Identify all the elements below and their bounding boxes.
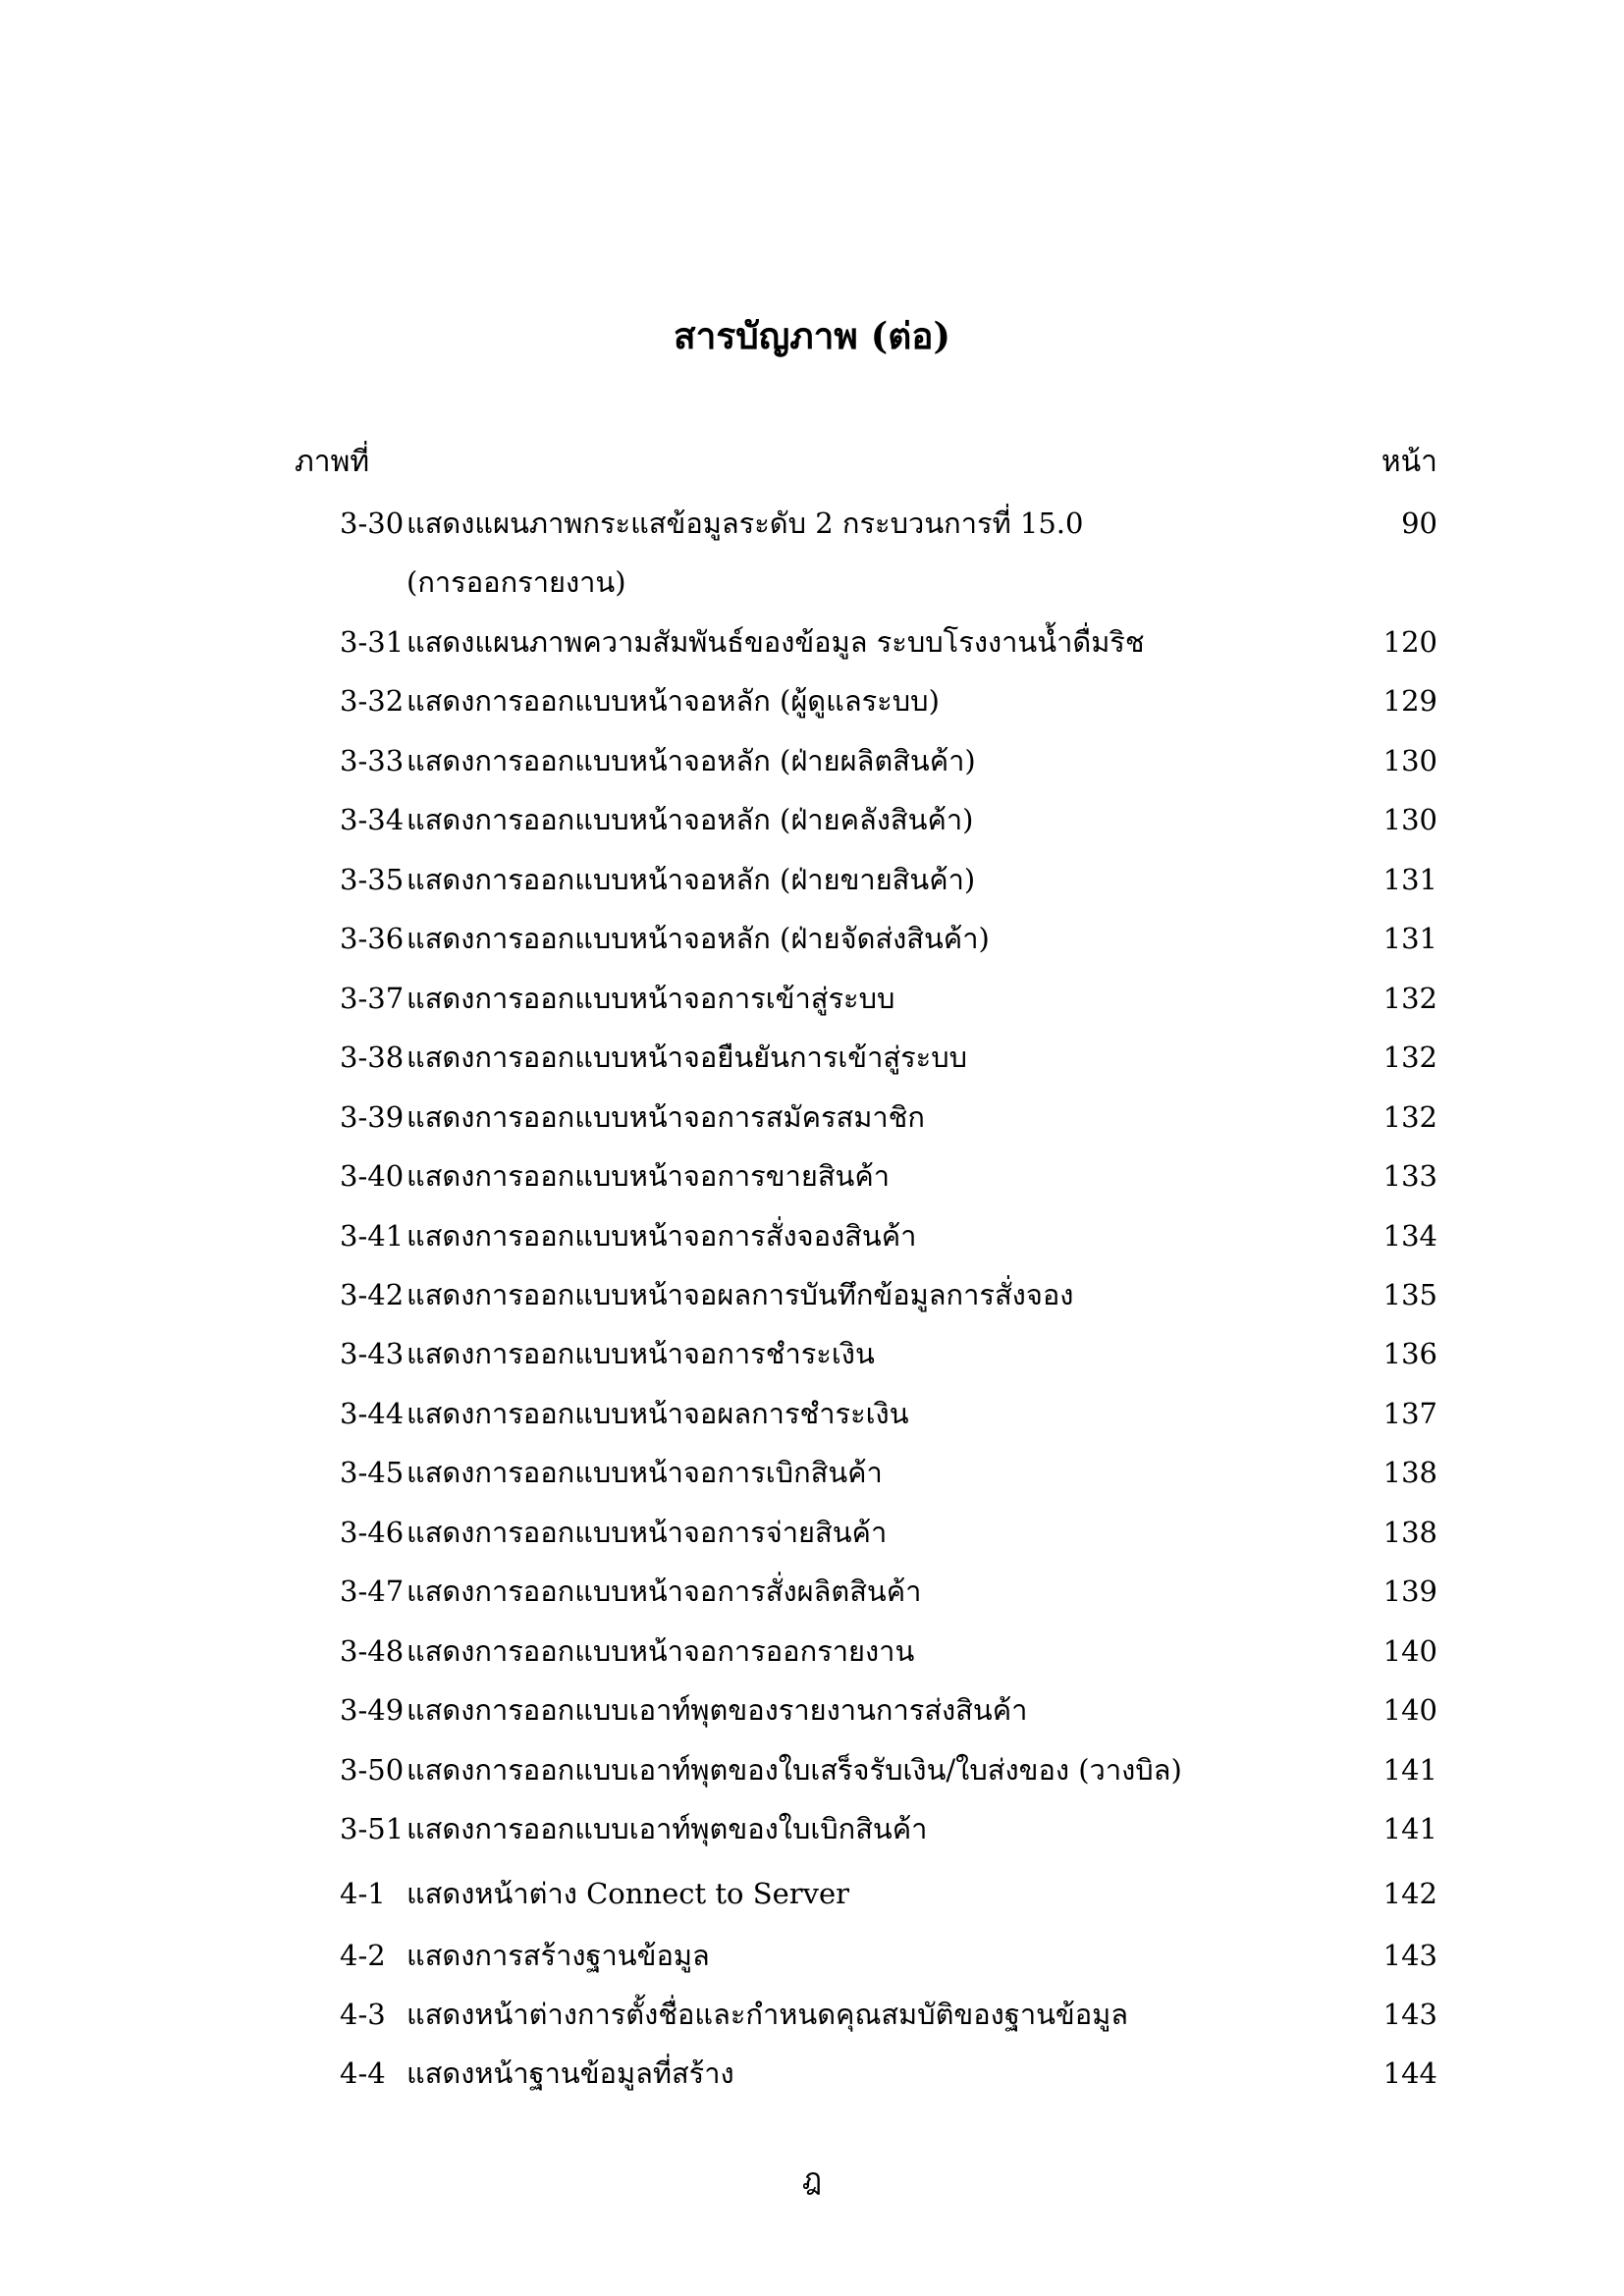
figure-number: 3-38 <box>340 1041 405 1074</box>
toc-entry <box>340 1093 1437 1142</box>
toc-entry <box>340 1685 1437 1735</box>
figure-page: 134 <box>1382 1219 1437 1253</box>
figure-number: 3-34 <box>340 803 405 836</box>
toc-entry <box>340 1931 1437 1980</box>
figure-caption: แสดงการออกแบบหน้าจอยืนยันการเข้าสู่ระบบ <box>406 1041 968 1074</box>
figure-page: 141 <box>1382 1812 1437 1845</box>
figure-caption: แสดงการออกแบบหน้าจอหลัก (ผู้ดูแลระบบ) <box>406 684 940 718</box>
figure-caption: แสดงการสร้างฐานข้อมูล <box>406 1939 710 1972</box>
figure-number: 3-49 <box>340 1693 405 1727</box>
figure-page: 137 <box>1382 1397 1437 1430</box>
toc-entry <box>340 1745 1437 1794</box>
toc-entry <box>340 795 1437 844</box>
toc-entry <box>340 617 1437 667</box>
figure-number: 3-35 <box>340 863 405 896</box>
figure-page: 136 <box>1382 1337 1437 1370</box>
toc-entry <box>340 974 1437 1023</box>
figure-number: 3-33 <box>340 744 405 777</box>
figure-page: 141 <box>1382 1753 1437 1787</box>
figure-caption: แสดงการออกแบบหน้าจอการจ่ายสินค้า <box>406 1516 888 1549</box>
figure-page: 138 <box>1382 1456 1437 1489</box>
figure-page: 139 <box>1382 1575 1437 1608</box>
figure-number: 3-43 <box>340 1337 405 1370</box>
figure-number: 4-2 <box>340 1939 386 1972</box>
figure-page: 138 <box>1382 1516 1437 1549</box>
figure-number: 3-46 <box>340 1516 405 1549</box>
figure-number: 3-50 <box>340 1753 405 1787</box>
page-title: สารบัญภาพ (ต่อ) <box>674 314 950 357</box>
toc-entry <box>340 1329 1437 1378</box>
figure-page: 132 <box>1382 1041 1437 1074</box>
figure-page: 131 <box>1382 863 1437 896</box>
figure-number: 3-36 <box>340 922 405 955</box>
toc-entry <box>340 1033 1437 1082</box>
figure-page: 120 <box>1382 625 1437 659</box>
figure-page: 133 <box>1382 1159 1437 1193</box>
figure-caption: แสดงการออกแบบหน้าจอการชำระเงิน <box>406 1337 875 1370</box>
figure-number: 3-45 <box>340 1456 405 1489</box>
figure-page: 144 <box>1382 2056 1437 2090</box>
figure-caption: แสดงการออกแบบหน้าจอการสมัครสมาชิก <box>406 1100 925 1134</box>
toc-entry <box>340 855 1437 904</box>
toc-entry <box>340 1508 1437 1557</box>
figure-caption: แสดงการออกแบบหน้าจอผลการบันทึกข้อมูลการสั่งจอง <box>406 1278 1074 1311</box>
figure-page: 90 <box>1401 507 1437 540</box>
figure-caption: แสดงหน้าฐานข้อมูลที่สร้าง <box>406 2056 734 2090</box>
figure-page: 140 <box>1382 1693 1437 1727</box>
figure-caption: แสดงการออกแบบหน้าจอการเข้าสู่ระบบ <box>406 982 895 1015</box>
figure-number: 3-48 <box>340 1634 405 1668</box>
figure-page: 132 <box>1382 982 1437 1015</box>
figure-caption: แสดงการออกแบบหน้าจอการสั่งจองสินค้า <box>406 1219 917 1253</box>
figure-caption: แสดงการออกแบบหน้าจอการออกรายงาน <box>406 1634 915 1668</box>
figure-number: 3-47 <box>340 1575 405 1608</box>
toc-entry <box>340 1567 1437 1616</box>
toc-entry <box>340 1990 1437 2039</box>
figure-number: 4-3 <box>340 1998 386 2031</box>
figure-caption: แสดงหน้าต่าง Connect to Server <box>406 1877 850 1910</box>
toc-entry <box>340 499 1437 599</box>
figure-number: 3-31 <box>340 625 405 659</box>
figure-caption: แสดงการออกแบบเอาท์พุตของใบเสร็จรับเงิน/ใบส่งของ (วางบิล) <box>406 1753 1182 1787</box>
figure-caption: แสดงการออกแบบเอาท์พุตของใบเบิกสินค้า <box>406 1812 928 1845</box>
figure-page: 131 <box>1382 922 1437 955</box>
page-number: ฎ <box>801 2163 823 2197</box>
figure-number: 3-51 <box>340 1812 405 1845</box>
figure-number: 4-4 <box>340 2056 386 2090</box>
figure-page: 143 <box>1382 1939 1437 1972</box>
toc-entry <box>340 914 1437 963</box>
figure-caption: แสดงการออกแบบหน้าจอหลัก (ฝ่ายจัดส่งสินค้า) <box>406 922 990 955</box>
figure-caption: แสดงการออกแบบหน้าจอการเบิกสินค้า <box>406 1456 883 1489</box>
figure-caption: แสดงแผนภาพความสัมพันธ์ของข้อมูล ระบบโรงงานน้ำดื่มริช <box>406 625 1145 659</box>
figure-caption: แสดงการออกแบบหน้าจอผลการชำระเงิน <box>406 1397 909 1430</box>
figure-caption: แสดงแผนภาพกระแสข้อมูลระดับ 2 กระบวนการที่ 15.0 <box>406 507 1084 540</box>
figure-caption: แสดงการออกแบบหน้าจอหลัก (ฝ่ายขายสินค้า) <box>406 863 976 896</box>
figure-page: 129 <box>1382 684 1437 718</box>
toc-entry <box>340 1869 1437 1918</box>
figure-number: 3-44 <box>340 1397 405 1430</box>
toc-entry <box>340 1151 1437 1201</box>
toc-entry <box>340 1627 1437 1676</box>
figure-page: 132 <box>1382 1100 1437 1134</box>
figure-page: 140 <box>1382 1634 1437 1668</box>
toc-entry <box>340 1448 1437 1497</box>
column-label-page: หน้า <box>1380 445 1437 479</box>
figure-caption: แสดงการออกแบบหน้าจอหลัก (ฝ่ายคลังสินค้า) <box>406 803 974 836</box>
figure-number: 3-42 <box>340 1278 405 1311</box>
figure-number: 3-30 <box>340 507 405 540</box>
toc-entry <box>340 1804 1437 1853</box>
column-label-figure: ภาพที่ <box>295 445 370 479</box>
figure-number: 4-1 <box>340 1877 386 1910</box>
toc-entry <box>340 1389 1437 1438</box>
figure-page: 143 <box>1382 1998 1437 2031</box>
figure-caption: แสดงหน้าต่างการตั้งชื่อและกำหนดคุณสมบัติของฐานข้อมูล <box>406 1998 1129 2031</box>
figure-caption: แสดงการออกแบบเอาท์พุตของรายงานการส่งสินค้า <box>406 1693 1028 1727</box>
toc-entry <box>340 1270 1437 1319</box>
figure-caption: แสดงการออกแบบหน้าจอการขายสินค้า <box>406 1159 891 1193</box>
toc-entry <box>340 736 1437 785</box>
figure-number: 3-41 <box>340 1219 405 1253</box>
figure-page: 130 <box>1382 744 1437 777</box>
toc-entry <box>340 1211 1437 1260</box>
figure-number: 3-39 <box>340 1100 405 1134</box>
figure-number: 3-37 <box>340 982 405 1015</box>
figure-page: 142 <box>1382 1877 1437 1910</box>
figure-caption: แสดงการออกแบบหน้าจอหลัก (ฝ่ายผลิตสินค้า) <box>406 744 976 777</box>
figure-number: 3-32 <box>340 684 405 718</box>
figure-caption-continued: (การออกรายงาน) <box>406 565 626 599</box>
figure-page: 135 <box>1382 1278 1437 1311</box>
toc-entry <box>340 676 1437 725</box>
figure-page: 130 <box>1382 803 1437 836</box>
figure-caption: แสดงการออกแบบหน้าจอการสั่งผลิตสินค้า <box>406 1575 922 1608</box>
toc-entry <box>340 2049 1437 2098</box>
figure-number: 3-40 <box>340 1159 405 1193</box>
